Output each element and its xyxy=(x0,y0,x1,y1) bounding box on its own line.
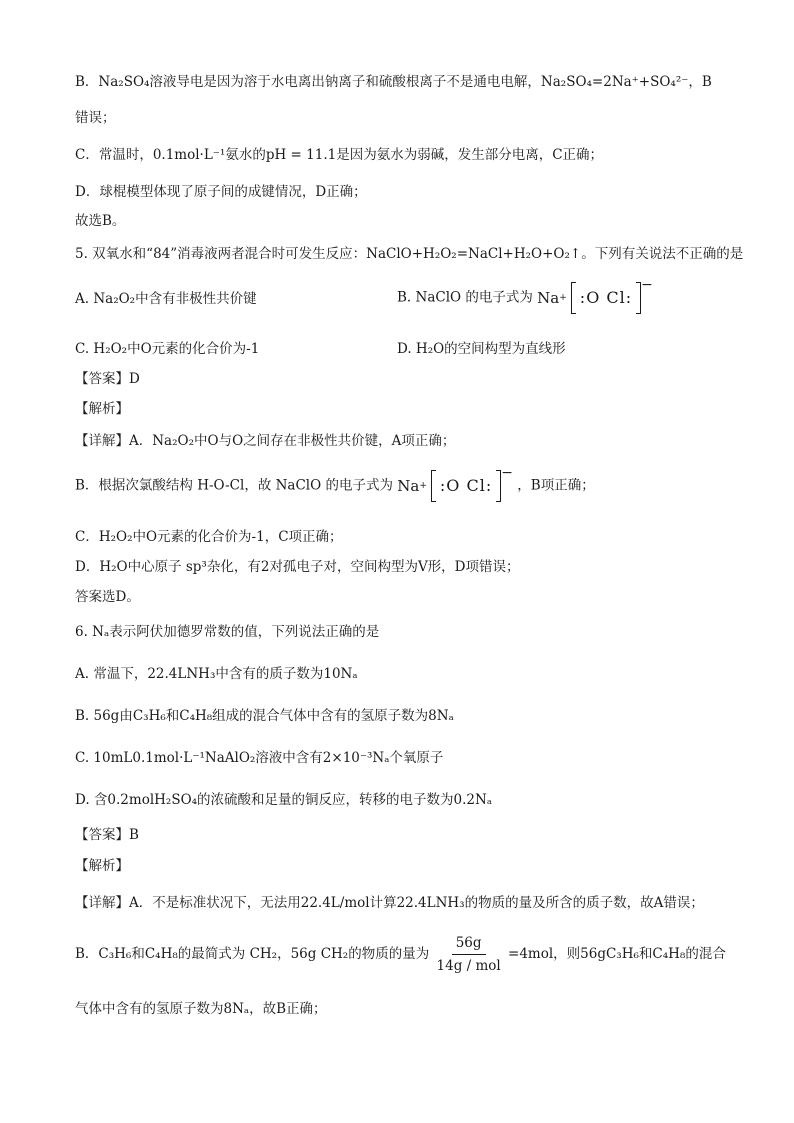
lewis-core: :O Cl: xyxy=(579,288,633,307)
lewis-core-text: O Cl xyxy=(586,288,626,307)
q5-detail-b-suffix: ，B项正确； xyxy=(517,477,595,494)
lewis-anion-charge-detail: − xyxy=(501,465,513,481)
q6-detail-b-prefix: B．C₃H₆和C₄H₈的最简式为 CH₂，56g CH₂的物质的量为 xyxy=(75,946,430,962)
q6-option-b: B. 56g由C₃H₆和C₄H₈组成的混合气体中含有的氢原子数为8Nₐ xyxy=(75,708,454,724)
q6-detail-b-suffix: =4mol，则56gC₃H₆和C₄H₈的混合 xyxy=(508,946,726,962)
naclo-lewis-structure-detail xyxy=(397,465,513,502)
question-5-stem: 5. 双氧水和“84”消毒液两者混合时可发生反应：NaClO+H₂O₂=NaCl+H₂O+O₂↑。下列有关说法不正确的是 xyxy=(75,246,744,262)
q6-detail-a: 【详解】A．不是标准状况下，无法用22.4L/mol计算22.4LNH₃的物质的量及所含的质子数，故A错误； xyxy=(75,895,704,911)
c-explanation: C．常温时，0.1mol·L⁻¹氨水的pH = 11.1是因为氨水为弱碱，发生部分电离，C正确； xyxy=(75,147,604,163)
q5-detail-c: C．H₂O₂中O元素的化合价为-1，C项正确； xyxy=(75,529,343,545)
fraction-denominator: 14g / mol xyxy=(436,958,501,974)
d-explanation: D．球棍模型体现了原子间的成键情况，D正确； xyxy=(75,184,367,200)
q5-detail-b xyxy=(75,465,595,502)
naclo-lewis-structure xyxy=(537,277,653,314)
q6-detail-b xyxy=(75,934,726,975)
lewis-core-detail: :O Cl: xyxy=(439,476,493,495)
lewis-cation-charge-detail: + xyxy=(419,481,427,491)
lewis-cation-detail: Na xyxy=(397,477,420,495)
analysis-label-1: 【解析】 xyxy=(75,401,129,417)
q6-option-c: C. 10mL0.1mol·L⁻¹NaAlO₂溶液中含有2×10⁻³Nₐ个氧原子 xyxy=(75,750,444,766)
q5-choose-d: 答案选D。 xyxy=(75,589,140,605)
lewis-core-text-detail: O Cl xyxy=(446,476,486,495)
q5-detail-d: D．H₂O中心原子 sp³杂化，有2对孤电子对，空间构型为V形，D项错误； xyxy=(75,559,520,575)
q5-detail-a: 【详解】A．Na₂O₂中O与O之间存在非极性共价键，A项正确； xyxy=(75,433,456,449)
answer-label-2: 【答案】B xyxy=(75,827,139,843)
q6-option-a: A. 常温下，22.4LNH₃中含有的质子数为10Nₐ xyxy=(75,666,358,682)
b-explanation-line-1: B．Na₂SO₄溶液导电是因为溶于水电离出钠离子和硫酸根离子不是通电电解，Na₂SO₄=2Na⁺+SO₄²⁻，B xyxy=(75,74,712,90)
q5-option-a: A. Na₂O₂中含有非极性共价键 xyxy=(75,291,257,307)
q5-option-b-text: B. NaClO 的电子式为 xyxy=(397,289,533,306)
q6-detail-b-line-2: 气体中含有的氢原子数为8Nₐ，故B正确； xyxy=(75,1001,327,1017)
question-6-stem: 6. Nₐ表示阿伏加德罗常数的值，下列说法正确的是 xyxy=(75,624,380,640)
lewis-anion-charge: − xyxy=(641,277,653,293)
fraction-numerator: 56g xyxy=(452,934,486,955)
q5-detail-b-prefix: B．根据次氯酸结构 H-O-Cl，故 NaClO 的电子式为 xyxy=(75,477,393,494)
q5-option-c: C. H₂O₂中O元素的化合价为-1 xyxy=(75,341,260,357)
lewis-cation: Na xyxy=(537,289,560,307)
q5-option-b xyxy=(397,277,653,314)
lewis-cation-charge: + xyxy=(559,293,567,303)
choose-b: 故选B。 xyxy=(75,213,126,229)
b-explanation-line-2: 错误； xyxy=(75,110,116,126)
analysis-label-2: 【解析】 xyxy=(75,858,129,874)
q5-option-d: D. H₂O的空间构型为直线形 xyxy=(397,341,566,357)
answer-label-1: 【答案】D xyxy=(75,371,140,387)
q6-option-d: D. 含0.2molH₂SO₄的浓硫酸和足量的铜反应，转移的电子数为0.2Nₐ xyxy=(75,792,493,808)
molar-fraction xyxy=(437,934,501,975)
